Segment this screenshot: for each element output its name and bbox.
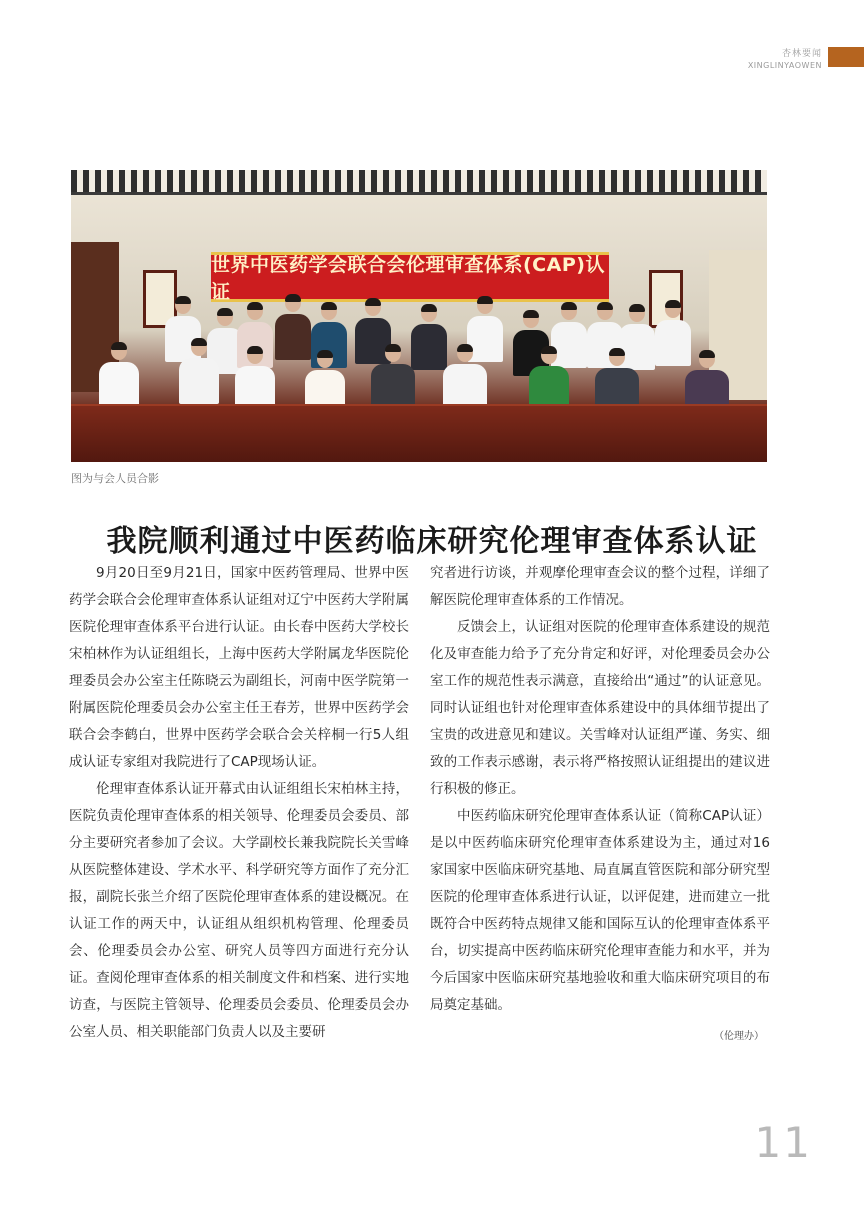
- page-number: 11: [754, 1118, 812, 1167]
- photo-banner: 世界中医药学会联合会伦理审查体系(CAP)认证: [211, 252, 609, 302]
- article-signature: （伦理办）: [714, 1031, 764, 1042]
- column-name-cn: 杏林要闻: [781, 49, 822, 59]
- person-figure: [99, 342, 139, 408]
- column-header: [748, 46, 822, 70]
- article-title: 我院顺利通过中医药临床研究伦理审查体系认证: [106, 524, 758, 560]
- article-paragraph: 中医药临床研究伦理审查体系认证（简称CAP认证）是以中医药临床研究伦理审查体系建设为主，通过对16家国家中医临床研究基地、局直属直管医院和部分研究型医院的伦理审查体系进行认证，以评促建，进而建立一批既符合中医药特点规律又能和国际互认的伦理审查体系平台，切实提高中医药临床研究伦理审查能力和水平，并为今后国家中医临床研究基地验收和重大临床研究项目的布局奠定基础。: [430, 808, 770, 1013]
- photo-conference-table: [71, 404, 767, 462]
- person-figure: [411, 304, 447, 370]
- person-figure: [529, 346, 569, 412]
- group-photo: [71, 170, 767, 462]
- person-figure: [179, 338, 219, 404]
- photo-caption: 图为与会人员合影: [71, 472, 159, 485]
- column-name-en: XINGLINYAOWEN: [747, 61, 822, 70]
- article-paragraph-continued: 究者进行访谈，并观摩伦理审查会议的整个过程，详细了解医院伦理审查体系的工作情况。: [430, 565, 770, 608]
- person-figure: [443, 344, 487, 410]
- article-paragraph: 伦理审查体系认证开幕式由认证组组长宋柏林主持，医院负责伦理审查体系的相关领导、伦理委员会委员、部分主要研究者参加了会议。大学副校长兼我院院长关雪峰从医院整体建设、学术水平、科学研究等方面作了充分汇报，副院长张兰介绍了医院伦理审查体系的建设概况。在认证工作的两天中，认证组从组织机构管理、伦理委员会、伦理委员会办公室、研究人员等四方面进行充分认证。查阅伦理审查体系的相关制度文件和档案、进行实地访查，与医院主管领导、伦理委员会委员、伦理委员会办公室人员、相关职能部门负责人以及主要研: [69, 781, 409, 1040]
- article-paragraph: 9月20日至9月21日，国家中医药管理局、世界中医药学会联合会伦理审查体系认证组对辽宁中医药大学附属医院伦理审查体系平台进行认证。由长春中医药大学校长宋柏林作为认证组组长，上海中医药大学附属龙华医院伦理委员会办公室主任陈晓云为副组长，河南中医学院第一附属医院伦理委员会办公室主任王春芳，世界中医药学会联合会李鹤白，世界中医药学会联合会关梓桐一行5人组成认证专家组对我院进行了CAP现场认证。: [69, 565, 409, 770]
- article-column-right: [430, 560, 770, 1050]
- person-figure: [371, 344, 415, 410]
- header-accent-bar: [828, 47, 864, 67]
- person-figure: [235, 346, 275, 412]
- article-column-left: [69, 560, 409, 1046]
- article-paragraph: 反馈会上，认证组对医院的伦理审查体系建设的规范化及审查能力给予了充分肯定和好评，对伦理委员会办公室工作的规范性表示满意，直接给出“通过”的认证意见。同时认证组也针对伦理审查体系建设中的具体细节提出了宝贵的改进意见和建议。关雪峰对认证组严谨、务实、细致的工作表示感谢，表示将严格按照认证组提出的建议进行积极的修正。: [430, 619, 770, 797]
